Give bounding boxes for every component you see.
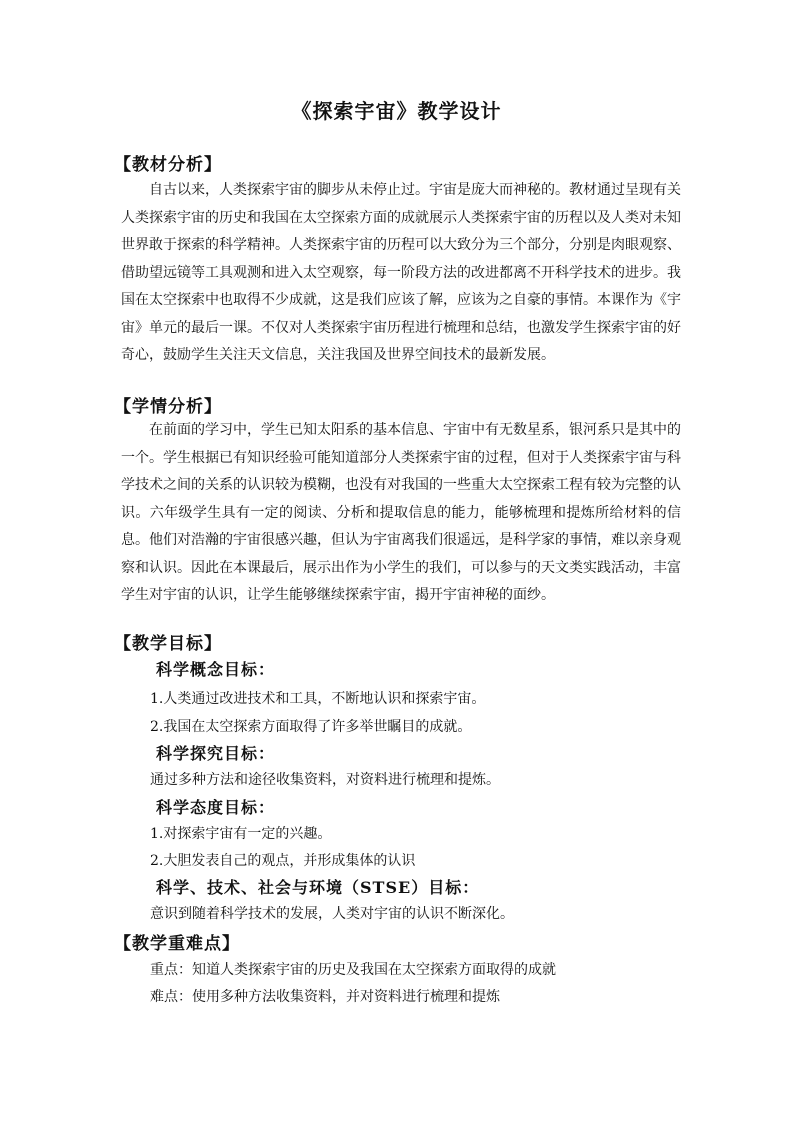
section-heading-students: 【学情分析】	[114, 397, 222, 417]
concept-goal-item-2: 2.我国在太空探索方面取得了许多举世瞩目的成就。	[150, 719, 472, 735]
attitude-goal-item-1: 1.对探索宇宙有一定的兴趣。	[150, 826, 332, 842]
inquiry-goal-label: 科学探究目标：	[156, 744, 276, 763]
stse-goal-item-1: 意识到随着科学技术的发展，人类对宇宙的认识不断深化。	[150, 906, 514, 922]
section-heading-goals: 【教学目标】	[114, 634, 222, 654]
stse-goal-label: 科学、技术、社会与环境（STSE）目标：	[156, 878, 480, 897]
keypoint-difficult: 难点：使用多种方法收集资料，并对资料进行梳理和提炼	[150, 989, 500, 1005]
document-title: 《探索宇宙》教学设计	[291, 99, 502, 123]
attitude-goal-label: 科学态度目标：	[156, 798, 276, 817]
inquiry-goal-item-1: 通过多种方法和途径收集资料，对资料进行梳理和提炼。	[150, 772, 500, 788]
material-paragraph: 自古以来，人类探索宇宙的脚步从未停止过。宇宙是庞大而神秘的。教材通过呈现有关人类探索宇宙的历史和我国在太空探索方面的成就展示人类探索宇宙的历程以及人类对未知世界敢于探索的科学精神。人类探索宇宙的历程可以大致分为三个部分，分别是肉眼观察、借助望远镜等工具观测和进入太空观察，每一阶段方法的改进都离不开科学技术的进步。我国在太空探索中也取得不少成就，这是我们应该了解，应该为之自豪的事情。本课作为《宇宙》单元的最后一课。不仅对人类探索宇宙历程进行梳理和总结，也激发学生探索宇宙的好奇心，鼓励学生关注天文信息，关注我国及世界空间技术的最新发展。	[121, 182, 681, 363]
section-heading-material: 【教材分析】	[114, 155, 222, 175]
keypoint-important: 重点：知道人类探索宇宙的历史及我国在太空探索方面取得的成就	[150, 962, 556, 978]
students-paragraph: 在前面的学习中，学生已知太阳系的基本信息、宇宙中有无数星系，银河系只是其中的一个。学生根据已有知识经验可能知道部分人类探索宇宙的过程，但对于人类探索宇宙与科学技术之间的关系的认识较为模糊，也没有对我国的一些重大太空探索工程有较为完整的认识。六年级学生具有一定的阅读、分析和提取信息的能力，能够梳理和提炼所给材料的信息。他们对浩瀚的宇宙很感兴趣，但认为宇宙离我们很遥远，是科学家的事情，难以亲身观察和认识。因此在本课最后，展示出作为小学生的我们，可以参与的天文类实践活动，丰富学生对宇宙的认识，让学生能够继续探索宇宙，揭开宇宙神秘的面纱。	[121, 422, 681, 603]
section-heading-keypoints: 【教学重难点】	[114, 934, 240, 954]
concept-goal-label: 科学概念目标：	[156, 660, 276, 679]
concept-goal-item-1: 1.人类通过改进技术和工具，不断地认识和探索宇宙。	[150, 691, 486, 707]
attitude-goal-item-2: 2.大胆发表自己的观点，并形成集体的认识	[150, 853, 416, 869]
